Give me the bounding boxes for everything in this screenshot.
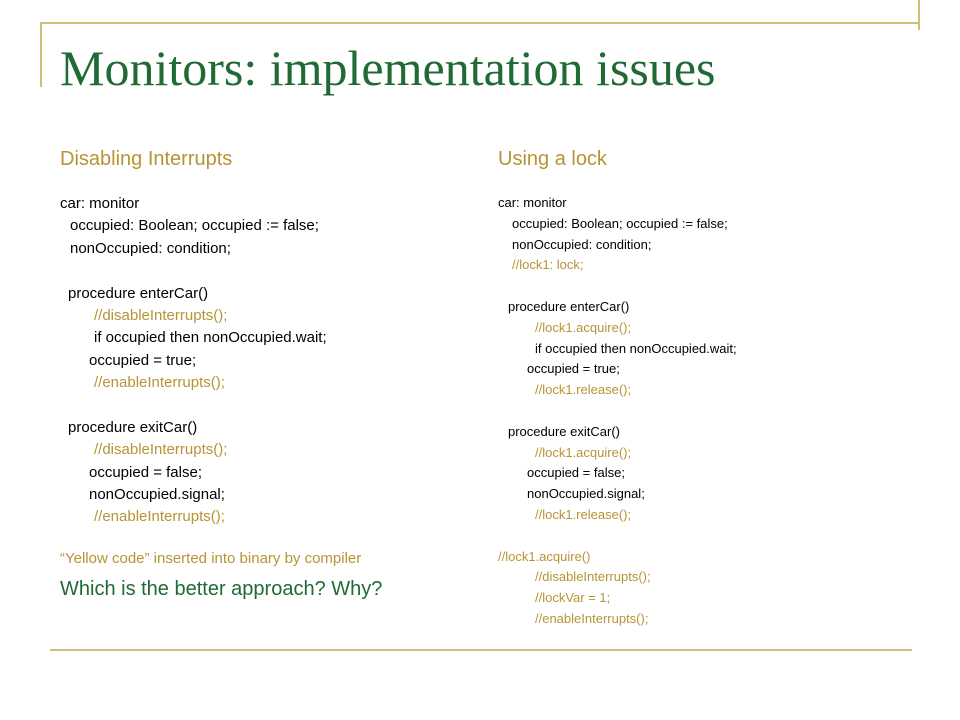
code-comment-line: //lock1.acquire() <box>498 548 591 564</box>
code-line: procedure enterCar() <box>508 298 630 314</box>
code-line: if occupied then nonOccupied.wait; <box>94 329 327 347</box>
code-line: occupied = false; <box>89 463 202 481</box>
code-comment-line: //lockVar = 1; <box>535 590 611 606</box>
code-line: procedure exitCar() <box>68 418 198 436</box>
code-line: car: monitor <box>498 195 567 210</box>
slide-title: Monitors: implementation issues <box>60 40 716 96</box>
code-comment-line: //disableInterrupts(); <box>94 306 228 324</box>
discussion-question: Which is the better approach? Why? <box>60 578 383 600</box>
code-blank-line <box>498 276 737 297</box>
code-line: nonOccupied: condition; <box>70 239 231 257</box>
code-comment-line: //lock1: lock; <box>512 257 584 273</box>
code-blank-line <box>60 395 327 417</box>
code-line: occupied: Boolean; occupied := false; <box>512 215 728 231</box>
code-blank-line <box>498 401 737 422</box>
code-comment-line: //enableInterrupts(); <box>94 508 225 526</box>
frame-bottom-rule <box>50 649 912 651</box>
code-line: procedure exitCar() <box>508 423 620 439</box>
frame-left-rule <box>40 22 42 87</box>
compiler-note: “Yellow code” inserted into binary by compiler <box>60 550 362 567</box>
left-column-heading: Disabling Interrupts <box>60 148 233 170</box>
right-code-listing <box>498 193 737 630</box>
code-line: car: monitor <box>60 195 140 212</box>
code-comment-line: //enableInterrupts(); <box>94 374 225 392</box>
left-code-listing <box>60 193 327 529</box>
code-comment-line: //lock1.release(); <box>535 382 632 398</box>
code-line: occupied = true; <box>89 351 197 369</box>
code-line: occupied = false; <box>527 465 625 481</box>
code-comment-line: //lock1.release(); <box>535 506 632 522</box>
code-comment-line: //lock1.acquire(); <box>535 319 632 335</box>
code-comment-line: //disableInterrupts(); <box>535 569 651 585</box>
code-line: if occupied then nonOccupied.wait; <box>535 340 737 356</box>
code-line: occupied = true; <box>527 361 620 377</box>
code-line: nonOccupied.signal; <box>527 486 645 502</box>
code-comment-line: //lock1.acquire(); <box>535 444 632 460</box>
code-line: nonOccupied: condition; <box>512 236 652 252</box>
code-blank-line <box>498 526 737 547</box>
code-line: occupied: Boolean; occupied := false; <box>70 217 319 235</box>
code-blank-line <box>60 260 327 282</box>
frame-right-rule <box>918 0 920 30</box>
frame-top-rule <box>40 22 918 24</box>
right-column-heading: Using a lock <box>498 148 607 170</box>
code-line: procedure enterCar() <box>68 284 209 302</box>
code-comment-line: //enableInterrupts(); <box>535 610 649 626</box>
code-line: nonOccupied.signal; <box>89 486 225 504</box>
code-comment-line: //disableInterrupts(); <box>94 441 228 459</box>
